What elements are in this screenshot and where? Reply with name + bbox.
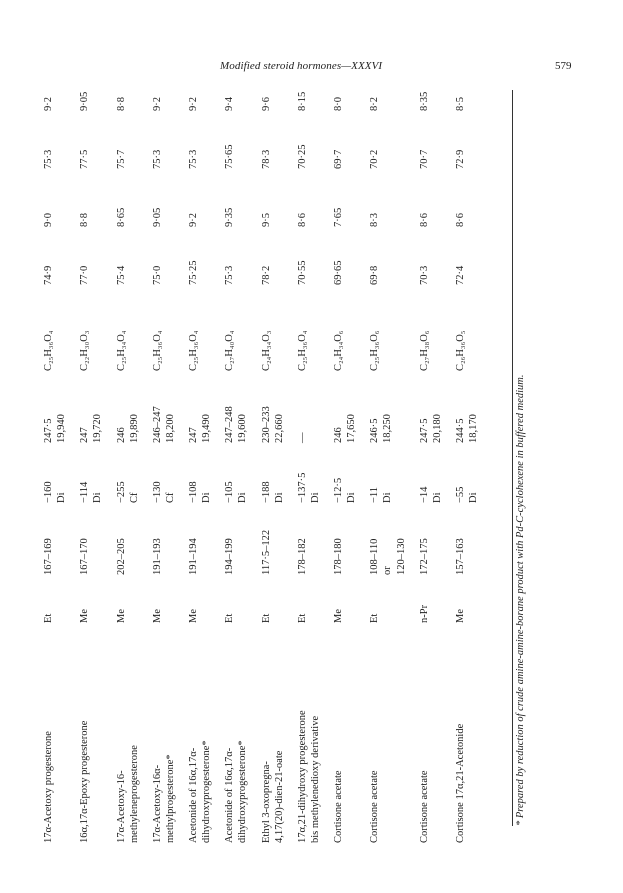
compound-name-line: 4,17(20)-dien-21-oate bbox=[273, 750, 285, 843]
melting-point-line: 202–205 bbox=[115, 538, 127, 575]
alkyl-group-cell bbox=[223, 575, 259, 623]
melting-point-cell bbox=[78, 503, 114, 575]
alkyl-group-cell bbox=[418, 575, 454, 623]
found-hydrogen-value: 8·8 bbox=[79, 213, 91, 227]
table-row bbox=[454, 53, 490, 843]
calc-carbon-cell bbox=[223, 111, 259, 169]
alkyl-group-cell bbox=[187, 575, 223, 623]
uv-absorption-line: — bbox=[296, 432, 308, 443]
found-hydrogen-value: 8·6 bbox=[454, 213, 466, 227]
table-row bbox=[296, 53, 332, 843]
molecular-formula-cell bbox=[454, 285, 490, 371]
calc-carbon-cell bbox=[454, 111, 490, 169]
calc-hydrogen-cell bbox=[332, 53, 368, 111]
melting-point-line: 120–130 bbox=[395, 538, 407, 575]
uv-absorption-cell bbox=[78, 371, 114, 443]
calc-carbon-cell bbox=[115, 111, 151, 169]
uv-absorption-cell bbox=[151, 371, 187, 443]
found-hydrogen-cell bbox=[78, 169, 114, 227]
found-carbon-value: 77·0 bbox=[79, 265, 91, 285]
molecular-formula-cell bbox=[151, 285, 187, 371]
found-carbon-value: 70·55 bbox=[296, 260, 308, 285]
uv-absorption-line: 19,490 bbox=[201, 414, 213, 443]
melting-point-line: 167–170 bbox=[79, 538, 91, 575]
calc-hydrogen-value: 8·15 bbox=[296, 91, 308, 111]
uv-absorption-cell bbox=[223, 371, 259, 443]
calc-hydrogen-cell bbox=[115, 53, 151, 111]
optical-rotation-cell bbox=[296, 443, 332, 503]
calc-hydrogen-value: 8·35 bbox=[418, 91, 430, 111]
uv-absorption-line: 246 bbox=[333, 427, 344, 443]
calc-hydrogen-cell bbox=[260, 53, 296, 111]
calc-carbon-value: 75·3 bbox=[43, 149, 54, 169]
uv-absorption-line: 247 bbox=[188, 427, 199, 443]
calc-hydrogen-value: 8·0 bbox=[333, 97, 344, 111]
optical-rotation-cell bbox=[115, 443, 151, 503]
compound-name-cell bbox=[418, 623, 454, 843]
optical-rotation-line: Di bbox=[346, 492, 358, 503]
melting-point-line: 194–199 bbox=[224, 538, 236, 575]
optical-rotation-cell bbox=[151, 443, 187, 503]
found-carbon-value: 75·3 bbox=[224, 265, 236, 285]
calc-hydrogen-cell bbox=[368, 53, 417, 111]
calc-carbon-cell bbox=[296, 111, 332, 169]
calc-carbon-value: 77·5 bbox=[79, 149, 91, 169]
molecular-formula-cell bbox=[42, 285, 78, 371]
molecular-formula-value: C₂₅H₃₆O₆ bbox=[369, 330, 381, 371]
melting-point-line: 191–194 bbox=[188, 538, 199, 575]
calc-hydrogen-value: 8·8 bbox=[115, 97, 127, 111]
optical-rotation-line: Di bbox=[431, 492, 443, 503]
calc-carbon-value: 75·3 bbox=[151, 149, 163, 169]
alkyl-group-value: Et bbox=[369, 613, 381, 623]
optical-rotation-line: −105 bbox=[224, 481, 236, 503]
calc-carbon-cell bbox=[78, 111, 114, 169]
optical-rotation-line: −137·5 bbox=[296, 472, 308, 503]
molecular-formula-value: C₂₄H₃₄O₆ bbox=[333, 330, 344, 371]
uv-absorption-cell bbox=[332, 371, 368, 443]
found-carbon-value: 72·4 bbox=[454, 265, 466, 285]
optical-rotation-line: Di bbox=[201, 492, 213, 503]
compound-name-line: Acetonide of 16α,17α- bbox=[188, 747, 199, 843]
found-hydrogen-value: 8·6 bbox=[418, 213, 430, 227]
compound-name-line: methylprogesterone* bbox=[164, 754, 176, 843]
compound-name-cell bbox=[223, 623, 259, 843]
found-hydrogen-cell bbox=[418, 169, 454, 227]
melting-point-cell bbox=[42, 503, 78, 575]
calc-hydrogen-value: 9·4 bbox=[224, 97, 236, 111]
uv-absorption-line: 247·5 bbox=[418, 418, 430, 443]
uv-absorption-cell bbox=[296, 371, 332, 443]
found-hydrogen-cell bbox=[115, 169, 151, 227]
molecular-formula-value: C₂₅H₃₆O₄ bbox=[151, 330, 163, 371]
table-row bbox=[42, 53, 78, 843]
found-hydrogen-cell bbox=[368, 169, 417, 227]
uv-absorption-line: 246–247 bbox=[151, 406, 163, 443]
optical-rotation-line: Di bbox=[237, 492, 249, 503]
found-carbon-value: 75·0 bbox=[151, 265, 163, 285]
melting-point-line: 167–169 bbox=[43, 538, 54, 575]
optical-rotation-cell bbox=[260, 443, 296, 503]
table-footnote: * Prepared by reduction of crude amine-amine-borane product with Pd-C-cyclohexene in buffered medium. bbox=[515, 374, 526, 826]
found-hydrogen-cell bbox=[151, 169, 187, 227]
calc-hydrogen-cell bbox=[418, 53, 454, 111]
calc-hydrogen-cell bbox=[42, 53, 78, 111]
compound-name-cell bbox=[260, 623, 296, 843]
uv-absorption-line: 19,940 bbox=[56, 414, 68, 443]
uv-absorption-line: 247 bbox=[79, 427, 91, 443]
uv-absorption-line: 19,720 bbox=[92, 414, 104, 443]
found-carbon-cell bbox=[223, 227, 259, 285]
alkyl-group-value: Me bbox=[454, 609, 466, 623]
alkyl-group-cell bbox=[296, 575, 332, 623]
optical-rotation-line: −108 bbox=[188, 481, 199, 503]
optical-rotation-cell bbox=[368, 443, 417, 503]
uv-absorption-line: 246·5 bbox=[369, 418, 381, 443]
optical-rotation-cell bbox=[42, 443, 78, 503]
compound-name-line: methyleneprogesterone bbox=[128, 745, 140, 843]
calc-carbon-cell bbox=[187, 111, 223, 169]
found-hydrogen-cell bbox=[260, 169, 296, 227]
calc-hydrogen-cell bbox=[454, 53, 490, 111]
calc-carbon-value: 70·25 bbox=[296, 144, 308, 169]
optical-rotation-line: Di bbox=[468, 492, 479, 503]
melting-point-cell bbox=[332, 503, 368, 575]
melting-point-cell bbox=[151, 503, 187, 575]
molecular-formula-cell bbox=[296, 285, 332, 371]
found-hydrogen-cell bbox=[42, 169, 78, 227]
alkyl-group-value: Me bbox=[115, 609, 127, 623]
rotated-table-container bbox=[42, 43, 512, 843]
found-carbon-cell bbox=[115, 227, 151, 285]
alkyl-group-cell bbox=[368, 575, 417, 623]
calc-hydrogen-value: 9·2 bbox=[43, 97, 54, 111]
table-row bbox=[187, 53, 223, 843]
calc-carbon-cell bbox=[332, 111, 368, 169]
melting-point-line: or bbox=[382, 566, 394, 575]
melting-point-cell bbox=[223, 503, 259, 575]
alkyl-group-value: Et bbox=[224, 613, 236, 623]
molecular-formula-value: C₂₅H₃₄O₄ bbox=[115, 330, 127, 371]
found-carbon-value: 70·3 bbox=[418, 265, 430, 285]
found-hydrogen-cell bbox=[454, 169, 490, 227]
alkyl-group-cell bbox=[332, 575, 368, 623]
alkyl-group-value: Me bbox=[151, 609, 163, 623]
molecular-formula-cell bbox=[260, 285, 296, 371]
molecular-formula-cell bbox=[187, 285, 223, 371]
compound-name-line: Cortisone acetate bbox=[369, 770, 381, 843]
melting-point-cell bbox=[296, 503, 332, 575]
found-carbon-value: 74·9 bbox=[43, 265, 54, 285]
uv-absorption-line: 247–248 bbox=[224, 406, 236, 443]
optical-rotation-cell bbox=[78, 443, 114, 503]
melting-point-line: 172–175 bbox=[418, 538, 430, 575]
uv-absorption-cell bbox=[115, 371, 151, 443]
found-hydrogen-value: 8·3 bbox=[369, 213, 381, 227]
alkyl-group-cell bbox=[151, 575, 187, 623]
uv-absorption-line: 20,180 bbox=[431, 414, 443, 443]
compound-name-cell bbox=[187, 623, 223, 843]
alkyl-group-value: Et bbox=[260, 613, 272, 623]
calc-carbon-cell bbox=[151, 111, 187, 169]
calc-hydrogen-cell bbox=[187, 53, 223, 111]
uv-absorption-cell bbox=[187, 371, 223, 443]
uv-absorption-line: 19,890 bbox=[128, 414, 140, 443]
found-carbon-cell bbox=[42, 227, 78, 285]
compound-name-line: Cortisone acetate bbox=[418, 770, 430, 843]
melting-point-line: 178–182 bbox=[296, 538, 308, 575]
found-hydrogen-value: 9·35 bbox=[224, 207, 236, 227]
molecular-formula-value: C₂₅H₃₆O₄ bbox=[43, 330, 54, 371]
compound-name-cell bbox=[115, 623, 151, 843]
molecular-formula-cell bbox=[115, 285, 151, 371]
found-carbon-value: 69·65 bbox=[333, 260, 344, 285]
calc-hydrogen-cell bbox=[296, 53, 332, 111]
alkyl-group-value: Et bbox=[296, 613, 308, 623]
alkyl-group-value: Me bbox=[333, 609, 344, 623]
molecular-formula-cell bbox=[223, 285, 259, 371]
optical-rotation-line: Cf bbox=[128, 492, 140, 503]
found-hydrogen-cell bbox=[332, 169, 368, 227]
optical-rotation-line: Cf bbox=[164, 492, 176, 503]
molecular-formula-value: C₂₇H₃₈O₆ bbox=[418, 330, 430, 371]
found-carbon-cell bbox=[151, 227, 187, 285]
found-hydrogen-cell bbox=[187, 169, 223, 227]
compound-name-cell bbox=[78, 623, 114, 843]
found-carbon-cell bbox=[332, 227, 368, 285]
molecular-formula-cell bbox=[332, 285, 368, 371]
uv-absorption-line: 18,170 bbox=[468, 414, 479, 443]
uv-absorption-line: 247·5 bbox=[43, 418, 54, 443]
found-carbon-cell bbox=[296, 227, 332, 285]
found-carbon-cell bbox=[454, 227, 490, 285]
optical-rotation-cell bbox=[332, 443, 368, 503]
optical-rotation-cell bbox=[187, 443, 223, 503]
molecular-formula-cell bbox=[418, 285, 454, 371]
molecular-formula-value: C₂₇H₄₀O₄ bbox=[224, 330, 236, 371]
optical-rotation-line: −55 bbox=[454, 486, 466, 503]
optical-rotation-line: −114 bbox=[79, 481, 91, 503]
uv-absorption-line: 244·5 bbox=[454, 418, 466, 443]
compound-name-line: 17α,21-dihydroxy progesterone bbox=[296, 710, 308, 843]
calc-carbon-value: 75·7 bbox=[115, 149, 127, 169]
uv-absorption-cell bbox=[454, 371, 490, 443]
uv-absorption-cell bbox=[418, 371, 454, 443]
melting-point-line: 178–180 bbox=[333, 538, 344, 575]
melting-point-line: 191–193 bbox=[151, 538, 163, 575]
calc-hydrogen-value: 9·2 bbox=[151, 97, 163, 111]
found-hydrogen-cell bbox=[223, 169, 259, 227]
uv-absorption-cell bbox=[260, 371, 296, 443]
alkyl-group-value: Me bbox=[79, 609, 91, 623]
optical-rotation-cell bbox=[454, 443, 490, 503]
molecular-formula-cell bbox=[78, 285, 114, 371]
optical-rotation-line: −11 bbox=[369, 486, 381, 503]
calc-hydrogen-cell bbox=[223, 53, 259, 111]
page-number: 579 bbox=[555, 60, 572, 72]
found-hydrogen-value: 9·2 bbox=[188, 213, 199, 227]
compound-name-line: Ethyl 3-oxopregna- bbox=[260, 761, 272, 843]
alkyl-group-value: Et bbox=[43, 613, 54, 623]
calc-hydrogen-value: 9·2 bbox=[188, 97, 199, 111]
calc-carbon-value: 72·9 bbox=[454, 149, 466, 169]
footnote-rule bbox=[512, 90, 513, 826]
molecular-formula-cell bbox=[368, 285, 417, 371]
compound-name-line: 17α-Acetoxy-16- bbox=[115, 770, 127, 843]
compound-name-cell bbox=[42, 623, 78, 843]
calc-carbon-cell bbox=[260, 111, 296, 169]
calc-carbon-cell bbox=[418, 111, 454, 169]
melting-point-line: 117·5–122 bbox=[260, 529, 272, 575]
table-row bbox=[115, 53, 151, 843]
calc-carbon-value: 70·2 bbox=[369, 149, 381, 169]
molecular-formula-value: C₂₂H₃₀O₃ bbox=[79, 330, 91, 371]
found-carbon-value: 75·4 bbox=[115, 265, 127, 285]
uv-absorption-line: 17,650 bbox=[346, 414, 358, 443]
compound-name-line: dihydroxyprogesterone* bbox=[237, 740, 249, 843]
uv-absorption-cell bbox=[368, 371, 417, 443]
table-row bbox=[368, 53, 417, 843]
compound-name-cell bbox=[332, 623, 368, 843]
found-carbon-cell bbox=[418, 227, 454, 285]
compound-name-cell bbox=[151, 623, 187, 843]
calc-carbon-value: 69·7 bbox=[333, 149, 344, 169]
table-row bbox=[260, 53, 296, 843]
uv-absorption-line: 246 bbox=[115, 427, 127, 443]
calc-carbon-cell bbox=[368, 111, 417, 169]
optical-rotation-line: Di bbox=[56, 492, 68, 503]
alkyl-group-cell bbox=[260, 575, 296, 623]
compound-name-line: 17α-Acetoxy-16α- bbox=[151, 764, 163, 843]
found-carbon-value: 78·2 bbox=[260, 265, 272, 285]
calc-carbon-cell bbox=[42, 111, 78, 169]
optical-rotation-line: −12·5 bbox=[333, 477, 344, 503]
compound-name-line: 16α,17α-Epoxy progesterone bbox=[79, 720, 91, 843]
compound-name-line: Acetonide of 16α,17α- bbox=[224, 747, 236, 843]
molecular-formula-value: C₂₆H₃₆O₅ bbox=[454, 330, 466, 371]
table-row bbox=[151, 53, 187, 843]
melting-point-line: 157–163 bbox=[454, 538, 466, 575]
melting-point-cell bbox=[260, 503, 296, 575]
found-carbon-cell bbox=[187, 227, 223, 285]
calc-hydrogen-value: 8·5 bbox=[454, 97, 466, 111]
melting-point-cell bbox=[115, 503, 151, 575]
table-row bbox=[78, 53, 114, 843]
alkyl-group-cell bbox=[42, 575, 78, 623]
uv-absorption-line: 19,600 bbox=[237, 414, 249, 443]
compound-name-line: dihydroxyprogesterone* bbox=[201, 740, 213, 843]
optical-rotation-line: Di bbox=[382, 492, 394, 503]
table-row bbox=[332, 53, 368, 843]
table-row bbox=[418, 53, 454, 843]
alkyl-group-value: n-Pr bbox=[418, 604, 430, 623]
found-hydrogen-value: 8·6 bbox=[296, 213, 308, 227]
molecular-formula-value: C₂₄H₃₄O₃ bbox=[260, 330, 272, 371]
uv-absorption-line: 22,660 bbox=[273, 414, 285, 443]
found-hydrogen-value: 8·65 bbox=[115, 207, 127, 227]
optical-rotation-line: Di bbox=[273, 492, 285, 503]
melting-point-line: 108–110 bbox=[369, 538, 381, 575]
found-carbon-value: 75·25 bbox=[188, 260, 199, 285]
alkyl-group-cell bbox=[115, 575, 151, 623]
compound-name-line: bis methylenedioxy derivative bbox=[309, 715, 321, 843]
optical-rotation-line: −14 bbox=[418, 486, 430, 503]
calc-carbon-value: 75·65 bbox=[224, 144, 236, 169]
compound-name-line: 17α-Acetoxy progesterone bbox=[43, 731, 54, 843]
found-carbon-cell bbox=[78, 227, 114, 285]
running-title: Modified steroid hormones—XXXVI bbox=[220, 60, 383, 72]
optical-rotation-line: −130 bbox=[151, 481, 163, 503]
uv-absorption-cell bbox=[42, 371, 78, 443]
compound-name-line: Cortisone 17α,21-Acetonide bbox=[454, 723, 466, 843]
alkyl-group-cell bbox=[78, 575, 114, 623]
found-carbon-cell bbox=[260, 227, 296, 285]
calc-hydrogen-cell bbox=[151, 53, 187, 111]
melting-point-cell bbox=[418, 503, 454, 575]
calc-hydrogen-value: 9·6 bbox=[260, 97, 272, 111]
calc-hydrogen-cell bbox=[78, 53, 114, 111]
found-hydrogen-value: 9·5 bbox=[260, 213, 272, 227]
optical-rotation-cell bbox=[418, 443, 454, 503]
melting-point-cell bbox=[454, 503, 490, 575]
calc-hydrogen-value: 8·2 bbox=[369, 97, 381, 111]
melting-point-cell bbox=[368, 503, 417, 575]
melting-point-cell bbox=[187, 503, 223, 575]
optical-rotation-line: −255 bbox=[115, 481, 127, 503]
optical-rotation-cell bbox=[223, 443, 259, 503]
calc-carbon-value: 70·7 bbox=[418, 149, 430, 169]
uv-absorption-line: 18,200 bbox=[164, 414, 176, 443]
optical-rotation-line: −188 bbox=[260, 481, 272, 503]
found-carbon-value: 69·8 bbox=[369, 265, 381, 285]
calc-hydrogen-value: 9·05 bbox=[79, 91, 91, 111]
optical-rotation-line: Di bbox=[92, 492, 104, 503]
molecular-formula-value: C₂₅H₃₆O₄ bbox=[296, 330, 308, 371]
steroid-data-table bbox=[42, 53, 490, 843]
calc-carbon-value: 75·3 bbox=[188, 149, 199, 169]
molecular-formula-value: C₂₅H₃₆O₄ bbox=[188, 330, 199, 371]
calc-carbon-value: 78·3 bbox=[260, 149, 272, 169]
alkyl-group-cell bbox=[454, 575, 490, 623]
optical-rotation-line: −160 bbox=[43, 481, 54, 503]
uv-absorption-line: 230–233 bbox=[260, 406, 272, 443]
found-hydrogen-value: 7·65 bbox=[333, 207, 344, 227]
optical-rotation-line: Di bbox=[309, 492, 321, 503]
uv-absorption-line: 18,250 bbox=[382, 414, 394, 443]
compound-name-cell bbox=[296, 623, 332, 843]
compound-name-cell bbox=[454, 623, 490, 843]
found-hydrogen-value: 9·05 bbox=[151, 207, 163, 227]
found-carbon-cell bbox=[368, 227, 417, 285]
compound-name-cell bbox=[368, 623, 417, 843]
alkyl-group-value: Me bbox=[188, 609, 199, 623]
table-row bbox=[223, 53, 259, 843]
found-hydrogen-cell bbox=[296, 169, 332, 227]
found-hydrogen-value: 9·0 bbox=[43, 213, 54, 227]
compound-name-line: Cortisone acetate bbox=[333, 770, 344, 843]
